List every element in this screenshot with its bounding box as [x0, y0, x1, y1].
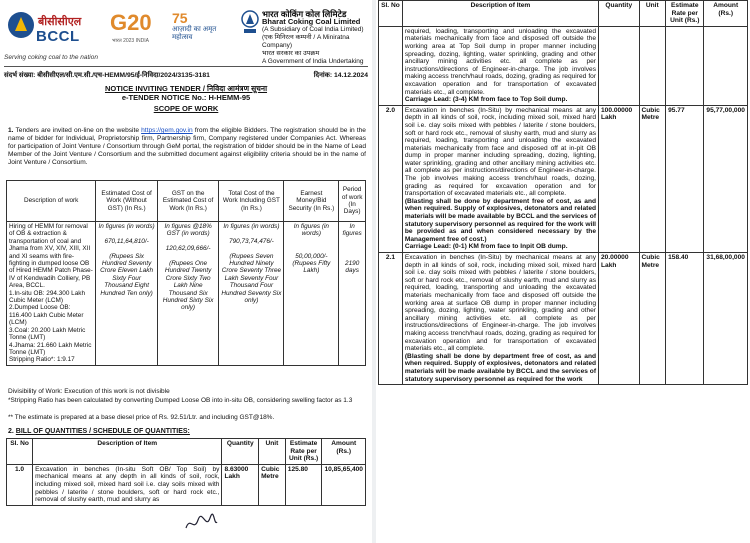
header-divider — [4, 66, 368, 67]
boq-title: 2. BILL OF QUANTITIES / SCHEDULE OF QUANTITIES: — [8, 428, 190, 435]
bccl-emblem-icon — [8, 12, 34, 38]
reference-number: संदर्भ संख्या: बीसीसीएल/सी.एम.सी./एच-HEMM/95/ई-निविदा/2024/3135-3181 — [4, 72, 210, 79]
estimate-note: ** The estimate is prepared at a base diesel price of Rs. 92.51/Ltr. and including GST@18%. — [8, 414, 275, 421]
divisibility-note: Divisibility of Work: Execution of this work is not divisible — [8, 388, 170, 395]
table-row: 2.0 Excavation in benches (In-Situ) by mechanical means at any depth in all kinds of soil, rock, including mixed soil, mixed hard soil i.e. clay soils mixed with pebbles / laterite / stone boulders, soft or hard rock etc., removal of slushy earth, mud and slurry as required, loading, transporting and unloading the excavated materials mechanically from face and disposed off at in-pit OB dump in proper manner including spreading, dozing, lighting, water sprinkling, grading and other ancillary mining activities etc. all complete as per instructions/directions of Engineer-in-charge. The job involves making access trench/haul roads, dozing, grading as required for excavation operation and for transportation of excavated materials etc., all complete. (Blasting shall be done by department free of cost, as and when required. Supply of explosives, detonators and related materials will be made available by BCCL and the services of statutory supervisory personnel as required for the work will be provided as and when considered necessary by the Management free of cost.) Carriage Lead: (0-1) KM from face to Inpit OB dump. 100.00000 Lakh Cubic Metre 95.77 95,77,00,000 — [379, 105, 748, 252]
azadi-logo: 75 आज़ादी का अमृत महोत्सव — [172, 10, 217, 41]
scope-table: Description of work Estimated Cost of Work (Without GST) (In Rs.) GST on the Estimated Cost of Work (In Rs.) Total Cost of the Work Including GST (In Rs.) Earnest Money/Bid Security (In Rs.) Period of work (In Days) Hiring of HEMM for removal of OB & extraction & transportation of coal and Jhama from XV, XIV, XIII, XII and XI seams with fire-fighting in dumped loose OB of Hired HEMM Patch Phase-IV of Kendwadih Colliery, PB Area, BCCL. 1.In-situ OB: 294.300 Lakh Cubic Meter (LCM) 2.Dumped Loose OB: 116.400 Lakh Cubic Meter (LCM) 3.Coal: 20.200 Lakh Metric Tonne (LMT) 4.Jhama: 21.660 Lakh Metric Tonne (LMT) Stripping Ratio*: 1:9.17 In figures (in words) 670,11,64,810/- (Rupees Six Hundred Seventy Crore Eleven Lakh Sixty Four Thousand Eight Hundred Ten only) In figures @18% GST (in words) 120,62,09,666/- (Rupees One Hundred Twenty Crore Sixty Two Lakh Nine Thousand Six Hundred Sixty Six only) In figures (in words) 790,73,74,476/- (Rupees Seven Hundred Ninety Crore Seventy Three Lakh Seventy Four Thousand Four Hundred Seventy Six only) In figures (in words) 50,00,000/- (Rupees Fifty Lakh) In figures 2190 days — [6, 180, 366, 366]
document-page-1 — [0, 0, 372, 543]
reference-date: दिनांक: 14.12.2024 — [313, 72, 368, 79]
paragraph-1: 1. Tenders are invited on-line on the website https://gem.gov.in from the eligible Bidders. The registration should be in the name of bidder for Individual, Proprietorship firm, Partnership firm, Company registered under Companies Act. Whereas for participation of Joint Venture / Consortium through GeM portal, the registration of bidder should be in the Name of Lead Member of the Joint Venture / Consortium and the submitted document against eligibility criteria should be in the name of Joint Venture / Consortium. — [8, 127, 366, 166]
document-page-2 — [376, 0, 750, 543]
g20-logo: G20 — [110, 10, 152, 35]
g20-subtitle: भारत 2023 INDIA — [112, 38, 149, 44]
enit-number: e-TENDER NOTICE No.: H-HEMM-95 — [121, 93, 251, 102]
bccl-logo: बीसीसीएल BCCL — [4, 8, 74, 66]
work-period: In figures 2190 days — [339, 222, 366, 366]
work-description: Hiring of HEMM for removal of OB & extraction & transportation of coal and Jhama from XV, XIV, XIII, XII and XI seams with fire-fighting in dumped loose OB of Hired HEMM Patch Phase-IV of Kendwadih Colliery, PB Area, BCCL. 1.In-situ OB: 294.300 Lakh Cubic Meter (LCM) 2.Dumped Loose OB: 116.400 Lakh Cubic Meter (LCM) 3.Coal: 20.200 Lakh Metric Tonne (LMT) 4.Jhama: 21.660 Lakh Metric Tonne (LMT) Stripping Ratio*: 1:9.17 — [7, 222, 96, 366]
reference-line — [4, 70, 368, 79]
organisation-block: भारत कोकिंग कोल लिमिटेड Bharat Coking Coal Limited (A Subsidiary of Coal India Limited) (एक मिनिरत्न कम्पनी / A Miniratna Company) भारत सरकार का उपक्रम A Government of India Undertaking — [262, 9, 364, 65]
boq-table-left: Sl. No Description of Item Quantity Unit Estimate Rate per Unit (Rs.) Amount (Rs.) 1.0 Excavation in benches (In-situ Soft OB/ Top Soil) by mechanical means at any depth in all kinds of soil, rock, including mixed soil, mixed hard soil i.e. clay soils mixed with pebbles / laterite / stone boulders, soft or hard rock etc., removal of slushy earth, mud and slurry as 8.63000 Lakh Cubic Metre 125.80 10,85,65,400 — [6, 438, 366, 506]
letterhead — [4, 8, 368, 66]
estimated-cost: In figures (in words) 670,11,64,810/- (Rupees Six Hundred Seventy Crore Eleven Lakh Sixty Four Thousand Eight Hundred Ten only) — [96, 222, 157, 366]
tagline: Serving coking coal to the nation — [4, 54, 98, 61]
gst-amount: In figures @18% GST (in words) 120,62,09,666/- (Rupees One Hundred Twenty Crore Sixty Two Lakh Nine Thousand Six Hundred Sixty Six only) — [157, 222, 219, 366]
gem-link[interactable]: https://gem.gov.in — [141, 127, 193, 134]
coal-india-emblem-icon — [240, 10, 260, 36]
scope-title: SCOPE OF WORK — [153, 104, 219, 113]
stripping-note: *Stripping Ratio has been calculated by converting Dumped Loose OB into in-situ OB, considering swelling factor as 1.3 — [8, 397, 353, 404]
total-cost: In figures (in words) 790,73,74,476/- (Rupees Seven Hundred Ninety Crore Seventy Three Lakh Seventy Four Thousand Four Hundred Seventy Six only) — [219, 222, 284, 366]
earnest-money: In figures (in words) 50,00,000/- (Rupees Fifty Lakh) — [284, 222, 339, 366]
nit-title: NOTICE INVITING TENDER / निविदा आमंत्रण सूचना — [104, 84, 268, 93]
table-row: 1.0 Excavation in benches (In-situ Soft OB/ Top Soil) by mechanical means at any depth in all kinds of soil, rock, including mixed soil, mixed hard soil i.e. clay soils mixed with pebbles / laterite / stone boulders, soft or hard rock etc., removal of slushy earth, mud and slurry as 8.63000 Lakh Cubic Metre 125.80 10,85,65,400 — [7, 464, 366, 505]
signature-icon — [184, 512, 218, 534]
table-row: required, loading, transporting and unloading the excavated materials mechanically from face and disposed off outside the working area at Top Soil dump in proper manner including spreading, dozing, lighting, water sprinkling, grading and other ancillary mining activities etc. all complete as per instructions/directions of Engineer-in-charge. The job involves making access trench/haul roads, dozing, grading as required for excavation operation and for transportation of excavated materials etc., all complete. Carriage Lead: (3-4) KM from face to Top Soil dump. — [379, 26, 748, 105]
boq-table-right: Sl. No Description of Item Quantity Unit Estimate Rate per Unit (Rs.) Amount (Rs.) required, loading, transporting and unloading the excavated materials mechanically from face and disposed off outside the working area at Top Soil dump in proper manner including spreading, dozing, lighting, water sprinkling, grading and other ancillary mining activities etc. all complete as per instructions/directions of Engineer-in-charge. The job involves making access trench/haul roads, dozing, grading as required for excavation operation and for transportation of excavated materials etc., all complete. Carriage Lead: (3-4) KM from face to Top Soil dump. 2.0 Excavation in benches (In-Situ) by mechanical means at any depth in all kinds of soil, rock, including mixed soil, mixed hard soil i.e. clay soils mixed with pebbles / laterite / stone boulders, soft or hard rock etc., removal of slushy earth, mud and slurry as required, loading, transporting and unloading the excavated materials mechanically from face and disposed off at in-pit OB dump in proper manner including spreading, dozing, lighting, water sprinkling, grading and other ancillary mining activities etc. all complete as per instructions/directions of Engineer-in-charge. The job involves making access trench/haul roads, dozing, grading as required for excavation operation and for transportation of excavated materials etc., all complete. (Blasting shall be done by department free of cost, as and when required. Supply of explosives, detonators and related materials will be made available by BCCL and the services of statutory supervisory personnel as required for the work will be provided as and when considered necessary by the Management free of cost.) Carriage Lead: (0-1) KM from face to Inpit OB dump. 100.00000 Lakh Cubic Metre 95.77 95,77,00,000 2.1 Excavation in benches (In-Situ) by mechanical means at any depth in all kinds of soil, rock, including mixed soil, mixed hard soil i.e. clay soils mixed with pebbles / laterite / stone boulders, soft or hard rock etc., removal of slushy earth, mud and slurry as required, loading, transporting and unloading the excavated materials mechanically from face and disposed off outside the working area at surface OB dump in proper manner including spreading, dozing, lighting, water sprinkling, grading and other ancillary mining activities etc. all complete as per instructions/directions of Engineer-in-charge. The job involves making access trench/haul roads, dozing, grading as required for excavation operation and for transportation of excavated materials etc., all complete. (Blasting shall be done by department free of cost, as and when required. Supply of explosives, detonators and related materials will be made available by BCCL and the services of statutory supervisory personnel as required for the work 20.00000 Lakh Cubic Metre 158.40 31,68,00,000 — [378, 0, 748, 385]
table-row: 2.1 Excavation in benches (In-Situ) by mechanical means at any depth in all kinds of soil, rock, including mixed soil, mixed hard soil i.e. clay soils mixed with pebbles / laterite / stone boulders, soft or hard rock etc., removal of slushy earth, mud and slurry as required, loading, transporting and unloading the excavated materials mechanically from face and disposed off outside the working area at surface OB dump in proper manner including spreading, dozing, lighting, water sprinkling, grading and other ancillary mining activities etc. all complete as per instructions/directions of Engineer-in-charge. The job involves making access trench/haul roads, dozing, grading as required for excavation operation and for transportation of excavated materials etc., all complete. (Blasting shall be done by department free of cost, as and when required. Supply of explosives, detonators and related materials will be made available by BCCL and the services of statutory supervisory personnel as required for the work 20.00000 Lakh Cubic Metre 158.40 31,68,00,000 — [379, 253, 748, 385]
